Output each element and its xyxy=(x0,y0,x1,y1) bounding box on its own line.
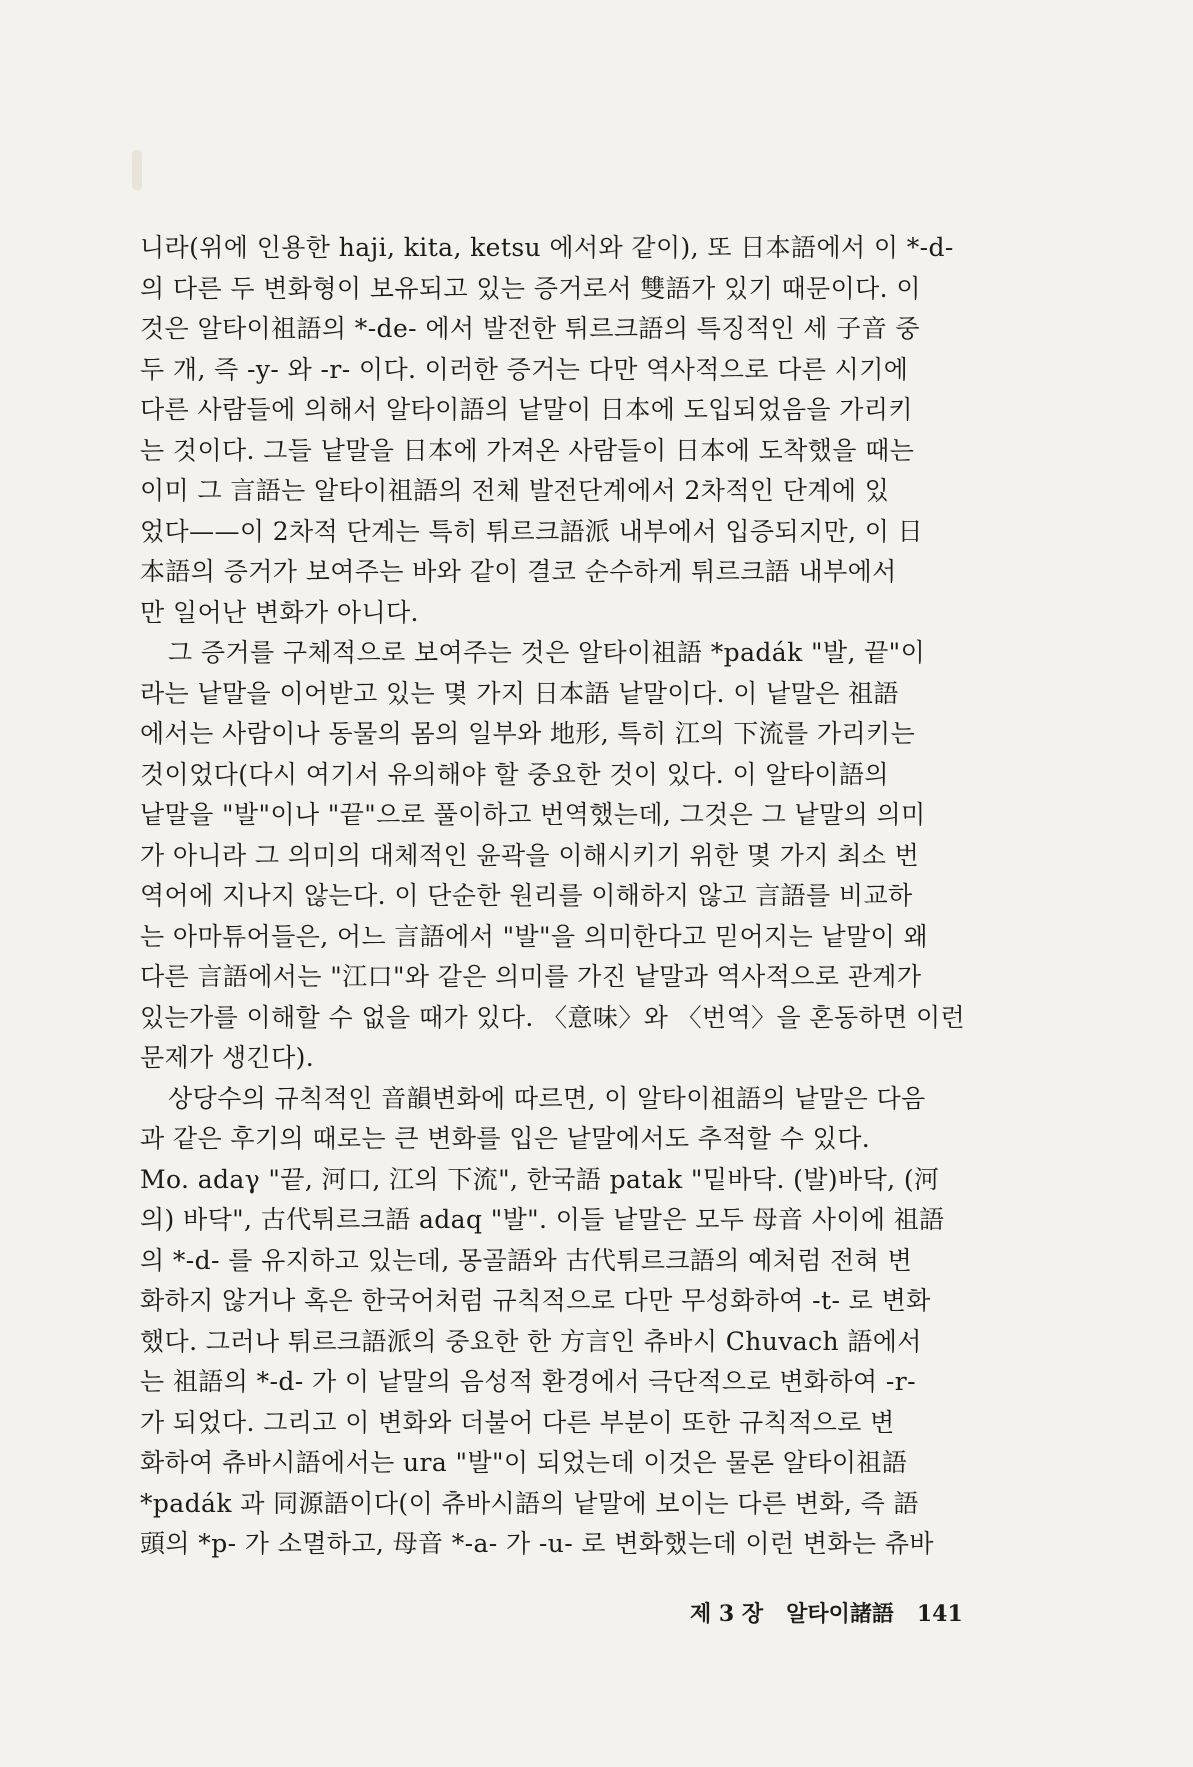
text-line: 本語의 증거가 보여주는 바와 같이 결코 순수하게 튀르크語 내부에서 xyxy=(140,557,897,586)
text-line: 가 되었다. 그리고 이 변화와 더불어 다른 부분이 또한 규칙적으로 변 xyxy=(140,1407,895,1437)
text-line: 니라(위에 인용한 haji, kita, ketsu 에서와 같이), 또 日本語에서 이 *-d- xyxy=(140,233,954,262)
text-line: 의 *-d- 를 유지하고 있는데, 몽골語와 古代튀르크語의 예처럼 전혀 변 xyxy=(140,1245,913,1275)
text-line: 문제가 생긴다). xyxy=(140,1043,315,1072)
text-line: 그 증거를 구체적으로 보여주는 것은 알타이祖語 *padák "발, 끝"이 xyxy=(168,638,926,667)
text-line: 의 다른 두 변화형이 보유되고 있는 증거로서 雙語가 있기 때문이다. 이 xyxy=(140,273,921,303)
text-line: 만 일어난 변화가 아니다. xyxy=(140,597,419,627)
text-line: 역어에 지나지 않는다. 이 단순한 원리를 이해하지 않고 言語를 비교하 xyxy=(140,881,913,910)
paragraph-3 xyxy=(140,1079,1030,1565)
paragraph-2 xyxy=(140,633,1030,1079)
text-line: Mo. adaγ "끝, 河口, 江의 下流", 한국語 patak "밑바닥. (발)바닥, (河 xyxy=(140,1164,940,1194)
chapter-title: 알타이諸語 xyxy=(786,1601,894,1627)
text-line: 다른 言語에서는 "江口"와 같은 의미를 가진 낱말과 역사적으로 관계가 xyxy=(140,962,922,991)
text-line: 있는가를 이해할 수 없을 때가 있다. 〈意味〉와 〈번역〉을 혼동하면 이런 xyxy=(140,1002,966,1032)
scan-smudge xyxy=(132,150,142,190)
text-line: 것은 알타이祖語의 *-de- 에서 발전한 튀르크語의 특징적인 세 子音 중 xyxy=(140,314,920,343)
text-line: 했다. 그러나 튀르크語派의 중요한 한 方言인 츄바시 Chuvach 語에서 xyxy=(140,1326,922,1356)
page-footer xyxy=(690,1597,990,1628)
text-line: 화하지 않거나 혹은 한국어처럼 규칙적으로 다만 무성화하여 -t- 로 변화 xyxy=(140,1286,931,1315)
text-line: 가 아니라 그 의미의 대체적인 윤곽을 이해시키기 위한 몇 가지 최소 번 xyxy=(140,840,920,870)
text-line: 과 같은 후기의 때로는 큰 변화를 입은 낱말에서도 추적할 수 있다. xyxy=(140,1124,871,1153)
text-line: 는 祖語의 *-d- 가 이 낱말의 음성적 환경에서 극단적으로 변화하여 -r- xyxy=(140,1367,916,1396)
text-line: 화하여 츄바시語에서는 ura "발"이 되었는데 이것은 물론 알타이祖語 xyxy=(140,1448,908,1477)
text-line: *padák 과 同源語이다(이 츄바시語의 낱말에 보이는 다른 변화, 즉 語 xyxy=(140,1488,919,1518)
text-line: 낱말을 "발"이나 "끝"으로 풀이하고 번역했는데, 그것은 그 낱말의 의미 xyxy=(140,800,926,829)
text-line: 頭의 *p- 가 소멸하고, 母音 *-a- 가 -u- 로 변화했는데 이런 변화는 츄바 xyxy=(140,1529,934,1558)
chapter-label: 제 3 장 xyxy=(690,1601,764,1627)
text-line: 이미 그 言語는 알타이祖語의 전체 발전단계에서 2차적인 단계에 있 xyxy=(140,476,890,505)
page-number: 141 xyxy=(916,1601,963,1627)
text-line: 다른 사람들에 의해서 알타이語의 낱말이 日本에 도입되었음을 가리키 xyxy=(140,395,913,424)
paragraph-1 xyxy=(140,228,1030,633)
text-line: 두 개, 즉 -y- 와 -r- 이다. 이러한 증거는 다만 역사적으로 다른 시기에 xyxy=(140,354,909,384)
text-line: 상당수의 규칙적인 音韻변화에 따르면, 이 알타이祖語의 낱말은 다음 xyxy=(168,1083,926,1113)
text-line: 것이었다(다시 여기서 유의해야 할 중요한 것이 있다. 이 알타이語의 xyxy=(140,759,889,789)
text-line: 는 것이다. 그들 낱말을 日本에 가져온 사람들이 日本에 도착했을 때는 xyxy=(140,435,915,465)
text-line: 의) 바닥", 古代튀르크語 adaq "발". 이들 낱말은 모두 母音 사이에 祖語 xyxy=(140,1205,945,1234)
text-line: 었다——이 2차적 단계는 특히 튀르크語派 내부에서 입증되지만, 이 日 xyxy=(140,516,924,546)
text-line: 에서는 사람이나 동물의 몸의 일부와 地形, 특히 江의 下流를 가리키는 xyxy=(140,719,916,748)
text-line: 는 아마튜어들은, 어느 言語에서 "발"을 의미한다고 믿어지는 낱말이 왜 xyxy=(140,921,929,951)
text-line: 라는 낱말을 이어받고 있는 몇 가지 日本語 낱말이다. 이 낱말은 祖語 xyxy=(140,678,899,708)
body-text xyxy=(140,228,1030,1565)
